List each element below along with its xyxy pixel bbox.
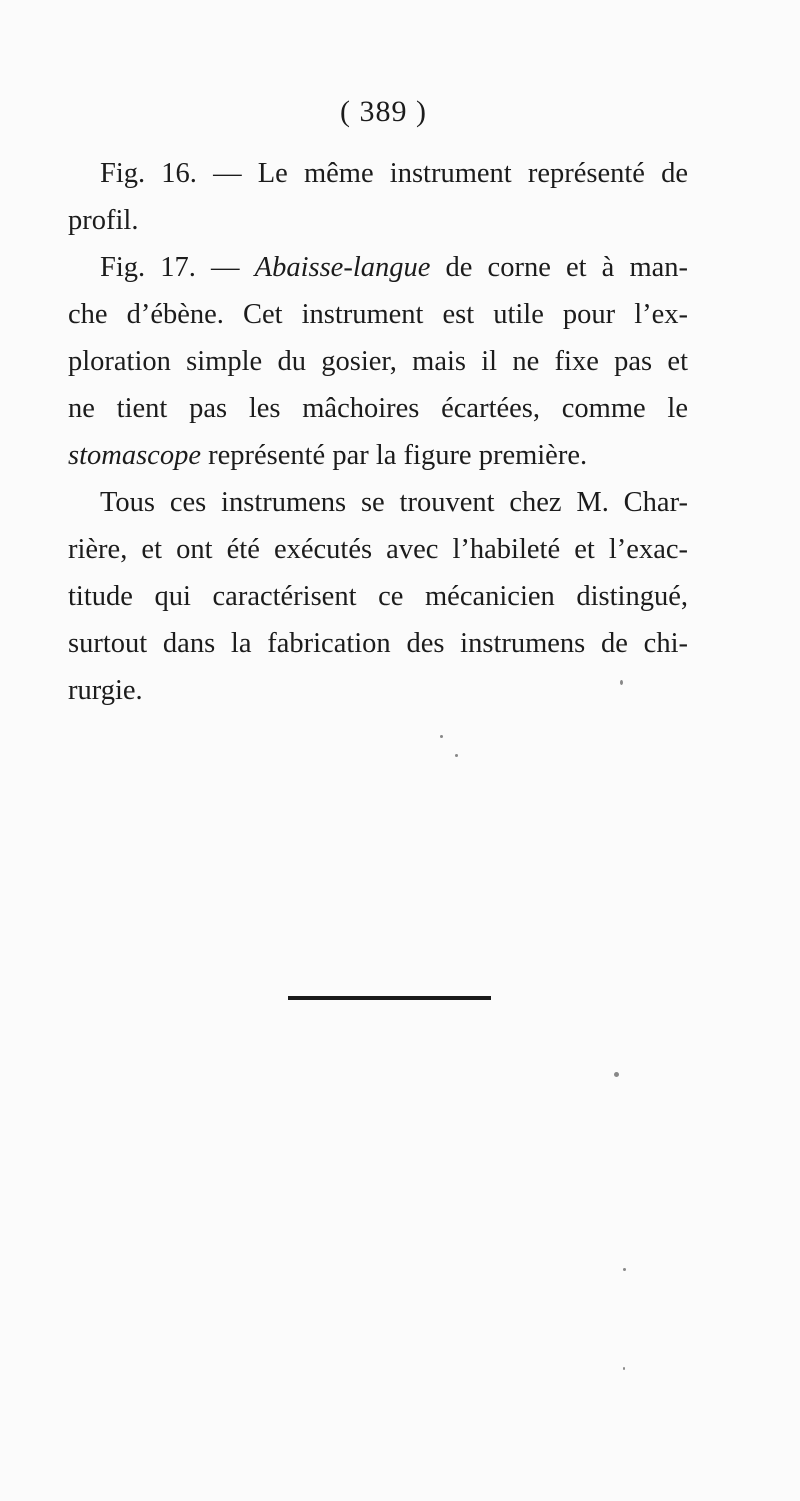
fig17-line-5	[68, 432, 688, 479]
fig17-line-1	[68, 244, 688, 291]
fig16-line-2: profil.	[68, 205, 139, 236]
paper-speck	[623, 1367, 625, 1370]
paper-speck	[614, 1072, 619, 1077]
fig16-text: Le même instrument représenté de	[257, 158, 688, 189]
text-body	[68, 150, 688, 714]
para3-line-1: Tous ces instrumens se trouvent chez M. Char-	[100, 487, 688, 518]
paper-speck	[623, 1268, 626, 1271]
fig16-line-1	[68, 150, 688, 197]
section-divider-rule	[288, 996, 491, 1000]
fig17-line-4: ne tient pas les mâchoires écartées, comme le	[68, 393, 688, 424]
para3-line-3: titude qui caractérisent ce mécanicien distingué,	[68, 581, 688, 612]
fig17-line-3: ploration simple du gosier, mais il ne fixe pas et	[68, 346, 688, 377]
fig17-label: Fig. 17.	[100, 252, 196, 283]
para3-line-2: rière, et ont été exécutés avec l’habileté et l’exac-	[68, 534, 688, 565]
paper-speck	[440, 735, 443, 738]
fig17-dash: —	[195, 252, 255, 283]
fig17-stomascope-term: stomascope	[68, 440, 201, 471]
para3-line-4: surtout dans la fabrication des instrumens de chi-	[68, 628, 688, 659]
paper-speck	[620, 680, 623, 685]
page-number: ( 389 )	[340, 95, 427, 128]
fig16-label: Fig. 16.	[100, 158, 197, 189]
fig17-line-2: che d’ébène. Cet instrument est utile pour l’ex-	[68, 299, 688, 330]
fig16-dash: —	[196, 158, 258, 189]
fig17-line-5-text: représenté par la figure première.	[200, 440, 588, 471]
fig17-term: Abaisse-langue	[254, 252, 431, 283]
paper-speck	[455, 754, 458, 757]
para3-line-5: rurgie.	[68, 675, 143, 706]
fig17-text: de corne et à man-	[430, 252, 689, 283]
